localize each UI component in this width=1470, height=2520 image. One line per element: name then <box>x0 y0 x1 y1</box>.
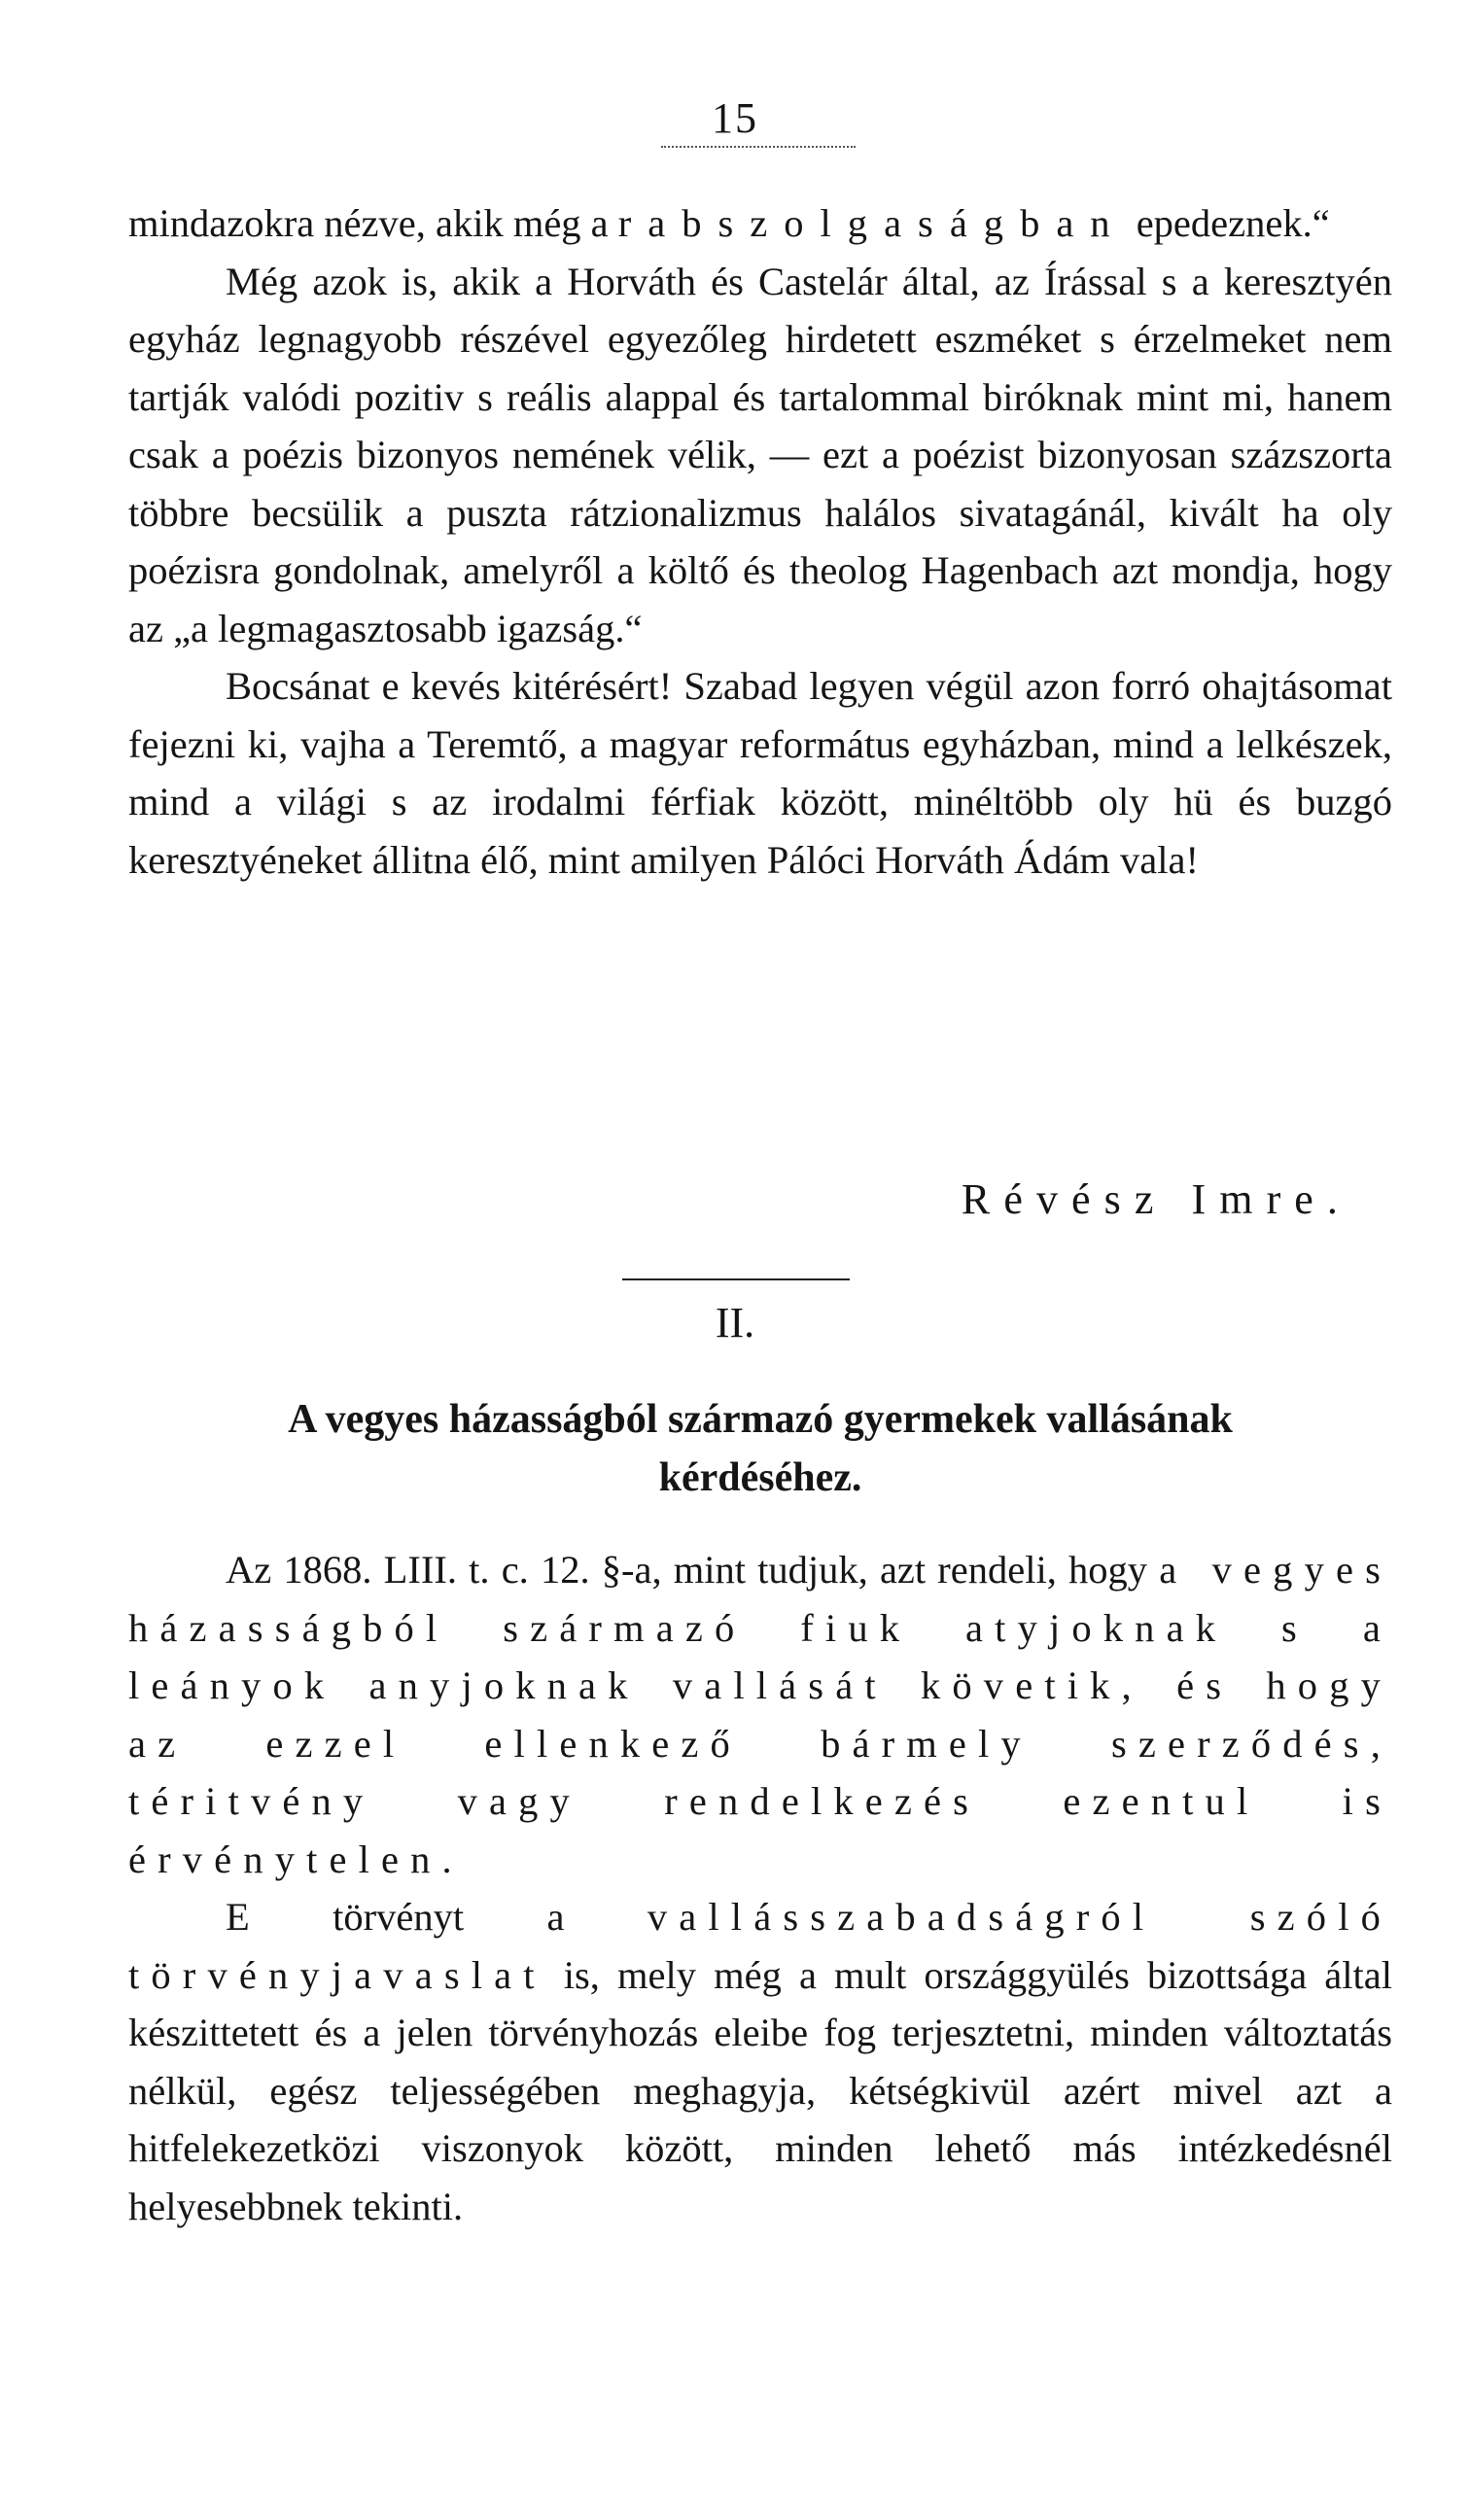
first-part-body <box>128 194 1392 889</box>
paragraph-5-emphasis: vallásszabadságról szóló törvényjavaslat <box>128 1895 1392 1997</box>
paragraph-5 <box>128 1888 1392 2235</box>
paragraph-5-text-b: is, mely még a mult országgyülés bizottsága által készittetett és a jelen törvényhozás eleibe fog terjesztetni, minden változtatás nélkül, egész teljességében meghagyja, kétségkivül azért mivel azt a hitfelekezetközi viszonyok között, minden lehető más intézkedésnél helyesebbnek tekinti. <box>128 1952 1392 2228</box>
section-title <box>128 1390 1392 1507</box>
second-part-body <box>128 1541 1392 2235</box>
paragraph-2 <box>128 253 1392 658</box>
paragraph-1 <box>128 194 1392 253</box>
page-number: 15 <box>712 94 758 142</box>
author-signature: Révész Imre. <box>961 1175 1351 1223</box>
paragraph-4-text: Az 1868. LIII. t. c. 12. §-a, mint tudjuk, azt rendeli, hogy <box>226 1548 1160 1592</box>
paragraph-1-text-b: epedeznek.“ <box>1126 201 1330 245</box>
section-divider <box>622 1278 850 1280</box>
paragraph-2-text: Még azok is, akik a Horváth és Castelár által, az Írással s a keresztyén egyház legnagyobb részével egyezőleg hirdetett eszméket s érzelmeket nem tartják valódi pozitiv s reális alappal és tartalommal biróknak mint mi, hanem csak a poézis bizonyos nemének vélik, — ezt a poézist bizonyosan százszorta többre becsülik a puszta rátzionalizmus halálos sivatagánál, kivált ha oly poézisra gondolnak, amelyről a költő és theolog Hagenbach azt mondja, hogy az „a legmagasztosabb igazság.“ <box>128 259 1392 650</box>
paragraph-3 <box>128 657 1392 889</box>
page-number-underline <box>661 146 856 148</box>
paragraph-1-emphasis: rabszolgaságban <box>617 201 1127 245</box>
paragraph-3-text: Bocsánat e kevés kitérésért! Szabad legyen végül azon forró ohajtásomat fejezni ki, vajha a Teremtő, a magyar református egyházban, mind a lelkészek, mind a világi s az irodalmi férfiak között, minéltöbb oly hü és buzgó keresztyéneket állitna élő, mint amilyen Pálóci Horváth Ádám vala! <box>128 664 1392 882</box>
paragraph-1-text-a: mindazokra nézve, akik még a <box>128 201 618 245</box>
paragraph-5-text-a: E törvényt a <box>226 1895 648 1939</box>
section-numeral: II. <box>715 1299 755 1347</box>
section-title-line-2: kérdéséhez. <box>658 1455 862 1500</box>
paragraph-4-emphasis: a vegyes házasságból származó fiuk atyjoknak s a leányok anyjoknak vallását követik, és hogy az ezzel ellenkező bármely szerződés, téritvény vagy rendelkezés ezentul is érvénytelen. <box>128 1548 1393 1881</box>
section-title-line-1: A vegyes házasságból származó gyermekek vallásának <box>288 1397 1233 1442</box>
paragraph-4 <box>128 1541 1392 1888</box>
